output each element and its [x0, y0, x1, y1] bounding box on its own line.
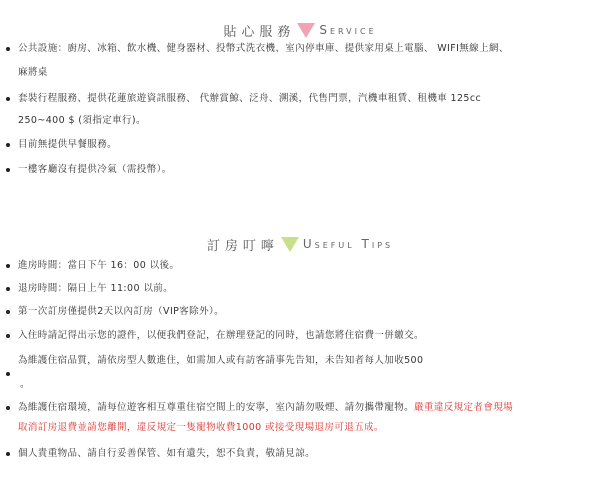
bullet-icon — [6, 452, 10, 456]
tips-item-line: 進房時間：當日下午 16：00 以後。 — [18, 260, 180, 271]
bullet-icon — [6, 143, 10, 147]
service-item-line: 目前無提供早餐服務。 — [18, 139, 118, 150]
bullet-icon — [6, 334, 10, 338]
bullet-icon — [6, 97, 10, 101]
tips-item-tail: 。 — [20, 379, 30, 390]
service-item-line: 一樓客廳沒有提供冷氣（需投幣）。 — [18, 164, 172, 175]
tips-item-line: 為維護住宿環境，請每位遊客相互尊重住宿空間上的安寧，室內請勿吸煙、請勿攜帶寵物。 — [18, 402, 415, 413]
pink-triangle-icon — [297, 23, 315, 38]
service-item-line: 250~400 $ (須指定車行)。 — [18, 115, 146, 126]
warning-text: 取消訂房退費並請您離開，違反規定一隻寵物收費1000 或接受現場退房可退五成。 — [18, 422, 384, 433]
green-triangle-icon — [281, 237, 299, 252]
bullet-icon — [6, 287, 10, 291]
tips-item-line: 入住時請記得出示您的證件，以便我們登記，在辦理登記的同時，也請您將住宿費一併繳交。 — [18, 330, 424, 341]
tips-title-en: Useful Tips — [302, 237, 394, 251]
service-title-en: Service — [319, 23, 377, 37]
service-item-line: 公共設施：廚房、冰箱、飲水機、健身器材、投幣式洗衣機、室內停車庫、提供家用桌上電腦、 WIFI無線上網、 — [18, 43, 509, 54]
bullet-icon — [6, 406, 10, 410]
tips-item-line: 個人貴重物品、請自行妥善保管、如有遺失，恕不負責，敬請見諒。 — [18, 448, 316, 459]
warning-text: 嚴重違反規定者會現場 — [414, 402, 514, 413]
tips-item-line: 退房時間：隔日上午 11:00 以前。 — [18, 283, 174, 294]
tips-item-line: 為維護住宿品質，請依房型人數進住，如需加人或有訪客請事先告知，未告知者每人加收500 — [18, 355, 424, 366]
tips-heading — [0, 232, 600, 256]
service-heading — [0, 18, 600, 42]
bullet-icon — [6, 47, 10, 51]
bullet-icon — [6, 372, 10, 376]
bullet-icon — [6, 168, 10, 172]
bullet-icon — [6, 310, 10, 314]
service-item-line: 麻將桌 — [18, 67, 48, 78]
tips-item-line: 第一次訂房僅提供2天以內訂房（VIP客除外）。 — [18, 306, 225, 317]
service-title-zh: 貼心服務 — [223, 24, 296, 40]
service-item-line: 套裝行程服務、提供花蓮旅遊資訊服務、 代辦賞鯨、泛舟、溯溪，代售門票，汽機車租賃、租機車 125cc — [18, 93, 482, 104]
bullet-icon — [6, 264, 10, 268]
tips-title-zh: 訂房叮嚀 — [206, 238, 279, 254]
